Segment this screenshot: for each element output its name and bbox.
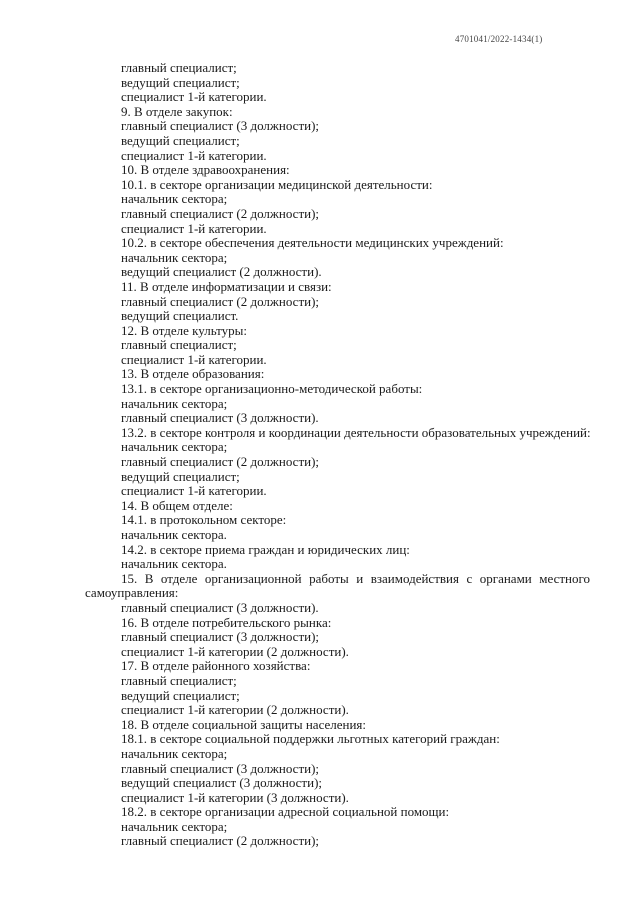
document-line: специалист 1-й категории. <box>121 89 267 105</box>
document-line: 18. В отделе социальной защиты населения: <box>121 716 367 732</box>
document-line: 12. В отделе культуры: <box>121 322 247 338</box>
document-line: 9. В отделе закупок: <box>121 103 233 119</box>
document-line: главный специалист (3 должности); <box>121 760 320 776</box>
document-line: 14. В общем отделе: <box>121 497 233 513</box>
document-line: специалист 1-й категории (2 должности). <box>121 702 349 718</box>
document-number: 4701041/2022-1434(1) <box>455 34 543 44</box>
document-body <box>85 61 590 849</box>
document-line: начальник сектора; <box>121 818 228 834</box>
document-line: специалист 1-й категории. <box>121 483 267 499</box>
document-line: начальник сектора. <box>121 556 227 572</box>
document-line: 18.2. в секторе организации адресной социальной помощи: <box>121 804 450 820</box>
document-line: начальник сектора; <box>121 395 228 411</box>
document-line: специалист 1-й категории. <box>121 147 267 163</box>
document-line: ведущий специалист. <box>121 308 239 324</box>
document-line: специалист 1-й категории (2 должности). <box>121 643 349 659</box>
document-line: специалист 1-й категории (3 должности). <box>121 789 349 805</box>
document-line: начальник сектора. <box>121 527 227 542</box>
document-line: 14.1. в протокольном секторе: <box>121 512 287 528</box>
document-line: 16. В отделе потребительского рынка: <box>121 614 332 630</box>
document-line: главный специалист (2 должности); <box>121 454 320 470</box>
document-line: ведущий специалист (3 должности); <box>121 775 323 791</box>
document-line: главный специалист (2 должности); <box>121 833 320 849</box>
document-line: главный специалист (3 должности). <box>121 599 319 615</box>
document-line: ведущий специалист; <box>121 687 240 703</box>
document-line: главный специалист; <box>121 672 237 688</box>
document-line: 13. В отделе образования: <box>121 366 265 382</box>
document-line: начальник сектора; <box>121 439 228 455</box>
document-line: ведущий специалист; <box>121 468 240 484</box>
document-line: ведущий специалист; <box>121 74 240 90</box>
document-line: начальник сектора; <box>121 249 228 265</box>
document-line: 17. В отделе районного хозяйства: <box>121 658 311 674</box>
document-line: главный специалист (2 должности); <box>121 205 320 221</box>
document-line: 10. В отделе здравоохранения: <box>121 162 290 178</box>
document-line: главный специалист; <box>121 60 237 75</box>
document-line: 18.1. в секторе социальной поддержки льготных категорий граждан: <box>121 731 500 747</box>
document-line: начальник сектора; <box>121 745 228 761</box>
document-line: главный специалист; <box>121 337 237 353</box>
document-line: главный специалист (3 должности); <box>121 629 320 645</box>
document-line: специалист 1-й категории. <box>121 220 267 236</box>
document-line: ведущий специалист (2 должности). <box>121 264 322 280</box>
document-line: 13.2. в секторе контроля и координации деятельности образовательных учреждений: <box>121 424 591 440</box>
document-line: 13.1. в секторе организационно-методической работы: <box>121 381 423 397</box>
document-line: 10.2. в секторе обеспечения деятельности медицинских учреждений: <box>121 235 504 251</box>
document-line: главный специалист (3 должности). <box>121 410 319 426</box>
document-line: самоуправления: <box>85 585 179 601</box>
document-line: ведущий специалист; <box>121 132 240 148</box>
document-line: 11. В отделе информатизации и связи: <box>121 278 332 294</box>
document-line: главный специалист (2 должности); <box>121 293 320 309</box>
document-line: начальник сектора; <box>121 191 228 207</box>
document-line: 14.2. в секторе приема граждан и юридических лиц: <box>121 541 410 557</box>
document-line: специалист 1-й категории. <box>121 351 267 367</box>
document-line: главный специалист (3 должности); <box>121 118 320 134</box>
document-line: 15. В отделе организационной работы и взаимодействия с органами местного <box>121 570 590 586</box>
document-line: 10.1. в секторе организации медицинской деятельности: <box>121 176 433 192</box>
